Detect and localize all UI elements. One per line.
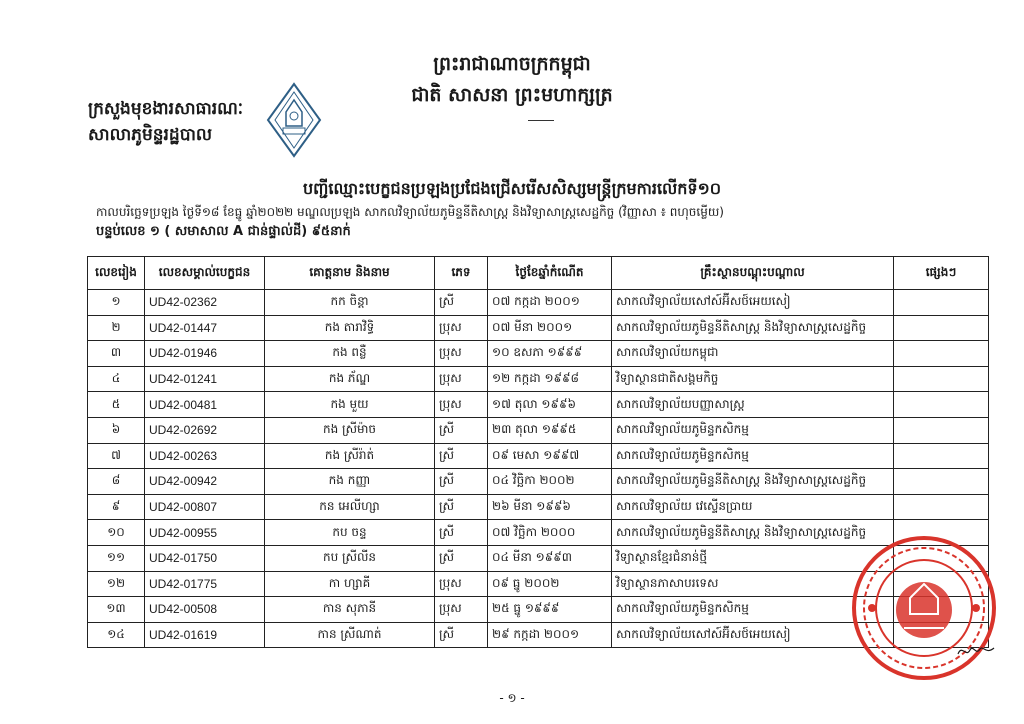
cell-date-of-birth: ១៧ តុលា ១៩៩៦ [488,392,612,418]
table-row [88,469,989,495]
cell-institution: សាកលវិទ្យាល័យសៅស៍អ៊ីសថ៍អេយសៀ [612,622,894,648]
cell-full-name: កង ស្រីរ៉ាត់ [265,443,435,469]
cell-sex: ប្រុស [435,571,488,597]
cell-date-of-birth: ០៧ មីនា ២០០១ [488,315,612,341]
col-header-sex: ភេទ [435,257,488,290]
cell-date-of-birth: ២៥ ធ្នូ ១៩៩៩ [488,597,612,623]
cell-full-name: កង ស្រីម៉ាច [265,417,435,443]
cell-number: ៥ [88,392,145,418]
cell-institution: សាកលវិទ្យាល័យភូមិន្ទកសិកម្ម [612,443,894,469]
school-name: សាលាភូមិន្ទរដ្ឋបាល [88,125,213,145]
cell-remarks [894,315,989,341]
cell-institution: សាកលវិទ្យាល័យភូមិន្ទនីតិសាស្ត្រ និងវិទ្យាសាស្ត្រសេដ្ឋកិច្ច [612,469,894,495]
cell-number: ៨ [88,469,145,495]
kingdom-heading: ព្រះរាជាណាចក្រកម្ពុជា [433,53,591,75]
cell-remarks [894,290,989,316]
cell-candidate-id: UD42-02362 [145,290,265,316]
cell-candidate-id: UD42-00263 [145,443,265,469]
cell-sex: ស្រី [435,290,488,316]
cell-date-of-birth: ២៦ មីនា ១៩៩៦ [488,494,612,520]
cell-sex: ស្រី [435,443,488,469]
table-row [88,290,989,316]
cell-sex: ស្រី [435,545,488,571]
table-row [88,443,989,469]
cell-institution: វិទ្យាស្ថានខ្មែរជំនាន់ថ្មី [612,545,894,571]
cell-institution: សាកលវិទ្យាល័យកម្ពុជា [612,341,894,367]
cell-number: ៩ [88,494,145,520]
cell-sex: ប្រុស [435,315,488,341]
cell-full-name: កប ចន្ទ [265,520,435,546]
cell-candidate-id: UD42-01775 [145,571,265,597]
cell-number: ៤ [88,366,145,392]
heading-divider [528,120,554,121]
cell-sex: ស្រី [435,494,488,520]
cell-number: ១ [88,290,145,316]
page-number: - ១ - [499,691,525,705]
cell-full-name: កប ស្រីលីន [265,545,435,571]
col-header-candidate-id: លេខសម្គាល់បេក្ខជន [145,257,265,290]
cell-date-of-birth: ០៩ ធ្នូ ២០០២ [488,571,612,597]
cell-full-name: កន អេលីហ្សា [265,494,435,520]
col-header-full-name: គោត្តនាម និងនាម [265,257,435,290]
table-row [88,341,989,367]
cell-date-of-birth: ២៩ កក្កដា ២០០១ [488,622,612,648]
cell-remarks [894,366,989,392]
cell-number: ១២ [88,571,145,597]
col-header-date-of-birth: ថ្ងៃខែឆ្នាំកំណើត [488,257,612,290]
cell-full-name: កាន ស្រីណាត់ [265,622,435,648]
table-row [88,315,989,341]
cell-candidate-id: UD42-01946 [145,341,265,367]
cell-sex: ប្រុស [435,392,488,418]
cell-date-of-birth: ០៩ មេសា ១៩៩៧ [488,443,612,469]
cell-number: ៦ [88,417,145,443]
cell-sex: ស្រី [435,469,488,495]
col-header-number: លេខរៀង [88,257,145,290]
cell-candidate-id: UD42-02692 [145,417,265,443]
cell-date-of-birth: ១២ កក្កដា ១៩៩៨ [488,366,612,392]
cell-candidate-id: UD42-01750 [145,545,265,571]
ministry-name: ក្រសួងមុខងារសាធារណៈ [88,99,244,119]
cell-institution: សាកលវិទ្យាល័យភូមិន្ទនីតិសាស្ត្រ និងវិទ្យាសាស្ត្រសេដ្ឋកិច្ច [612,315,894,341]
cell-remarks [894,494,989,520]
ministry-emblem-icon [266,82,322,158]
cell-full-name: កង មួយ [265,392,435,418]
cell-number: ២ [88,315,145,341]
cell-remarks [894,392,989,418]
cell-remarks [894,443,989,469]
cell-date-of-birth: ០៧ កក្កដា ២០០១ [488,290,612,316]
cell-sex: ស្រី [435,417,488,443]
cell-candidate-id: UD42-00807 [145,494,265,520]
cell-date-of-birth: ០៤ វិច្ឆិកា ២០០២ [488,469,612,495]
cell-candidate-id: UD42-01241 [145,366,265,392]
cell-full-name: កង តារាវិទ្ធិ [265,315,435,341]
cell-full-name: កង ពន្លឺ [265,341,435,367]
cell-remarks [894,341,989,367]
cell-sex: ប្រុស [435,341,488,367]
cell-institution: វិទ្យាស្ថានភាសាបរទេស [612,571,894,597]
cell-candidate-id: UD42-00481 [145,392,265,418]
cell-number: ១៣ [88,597,145,623]
cell-candidate-id: UD42-00955 [145,520,265,546]
table-row [88,494,989,520]
cell-institution: សាកលវិទ្យាល័យភូមិន្ទកសិកម្ម [612,597,894,623]
cell-institution: វិទ្យាស្ថានជាតិសង្គមកិច្ច [612,366,894,392]
cell-number: ៣ [88,341,145,367]
cell-date-of-birth: ១០ ឧសភា ១៩៩៩ [488,341,612,367]
cell-date-of-birth: ២៣ តុលា ១៩៩៥ [488,417,612,443]
signature-mark [956,640,996,660]
document-title: បញ្ជីឈ្មោះបេក្ខជនប្រឡងប្រជែងជ្រើសរើសសិស្សមន្ត្រីក្រមការលើកទី១០ [302,179,722,198]
cell-full-name: កក ចិន្តា [265,290,435,316]
table-row [88,366,989,392]
cell-number: ១៤ [88,622,145,648]
cell-date-of-birth: ០៧ វិច្ឆិកា ២០០០ [488,520,612,546]
cell-sex: ស្រី [435,520,488,546]
col-header-remarks: ផ្សេងៗ [894,257,989,290]
cell-number: ១១ [88,545,145,571]
cell-remarks [894,469,989,495]
table-row [88,392,989,418]
cell-sex: ប្រុស [435,597,488,623]
cell-full-name: កាន សុភានី [265,597,435,623]
cell-sex: ស្រី [435,622,488,648]
col-header-institution: គ្រឹះស្ថានបណ្តុះបណ្តាល [612,257,894,290]
table-row [88,417,989,443]
cell-institution: សាកលវិទ្យាល័យភូមិន្ទនីតិសាស្ត្រ និងវិទ្យាសាស្ត្រសេដ្ឋកិច្ច [612,520,894,546]
exam-details: កាលបរិច្ឆេទប្រឡង ថ្ងៃទី១៨ ខែធ្នូ ឆ្នាំ២០២២ មណ្ឌលប្រឡង សាកលវិទ្យាល័យភូមិន្ទនីតិសាស្ត្រ និងវិទ្យាសាស្ត្រសេដ្ឋកិច្ច (វិញ្ញាសា ៖ ពហុចម្លើយ) [96,205,724,219]
cell-number: ៧ [88,443,145,469]
motto-heading: ជាតិ សាសនា ព្រះមហាក្សត្រ [411,84,613,106]
cell-full-name: កា ហ្សាគី [265,571,435,597]
cell-date-of-birth: ០៤ មីនា ១៩៩៣ [488,545,612,571]
cell-remarks [894,417,989,443]
cell-candidate-id: UD42-01619 [145,622,265,648]
table-header-row [88,257,989,290]
cell-candidate-id: UD42-00942 [145,469,265,495]
cell-full-name: កង កញ្ញា [265,469,435,495]
cell-institution: សាកលវិទ្យាល័យភូមិន្ទកសិកម្ម [612,417,894,443]
cell-full-name: កង ភ័ណ្ឌ [265,366,435,392]
cell-number: ១០ [88,520,145,546]
cell-sex: ប្រុស [435,366,488,392]
cell-candidate-id: UD42-01447 [145,315,265,341]
cell-institution: សាកលវិទ្យាល័យបញ្ញាសាស្ត្រ [612,392,894,418]
cell-candidate-id: UD42-00508 [145,597,265,623]
cell-institution: សាកលវិទ្យាល័យ វេស្ទើនប្រាយ [612,494,894,520]
room-info: បន្ទប់លេខ ១ ( សមាសាល A ជាន់ផ្ទាល់ដី) ៩៥នាក់ [96,224,351,239]
cell-institution: សាកលវិទ្យាល័យសៅស៍អ៊ីសថ៍អេយសៀ [612,290,894,316]
